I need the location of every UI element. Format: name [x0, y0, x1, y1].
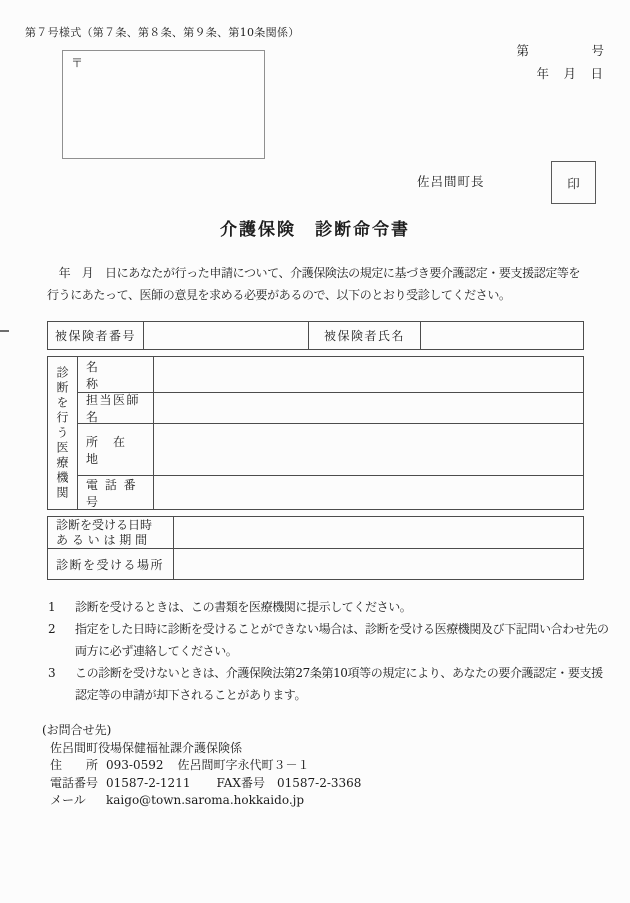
contact-fax: 01587-2-3368	[276, 775, 362, 790]
diagnosis-datetime-label	[48, 517, 174, 549]
diagnosis-place-value	[174, 549, 583, 579]
contact-heading: (お問合せ先)	[42, 723, 112, 737]
note-item-2	[48, 618, 609, 662]
insured-name-value	[421, 322, 583, 349]
postal-mark-icon: 〒	[71, 56, 84, 70]
diagnosis-datetime-label-line2: あ る い は 期 間	[56, 532, 148, 547]
contact-address-label: 住 所	[50, 758, 99, 772]
note-1-number: 1	[48, 600, 56, 614]
institution-side-label: 診断を行う医療機関	[48, 357, 78, 509]
note-3-text-line1: この診断を受けないときは、介護保険法第27条第10項等の規定により、あなたの要介護認定・要支援	[75, 666, 603, 680]
contact-address-line	[50, 757, 361, 775]
date-line: 年 月 日	[536, 66, 604, 81]
intro-line-1: 年 月 日にあなたが行った申請について、介護保険法の規定に基づき要介護認定・要支援認定等を	[47, 266, 581, 280]
contact-tel: 01587-2-1211	[106, 775, 191, 790]
mayor-title: 佐呂間町長	[417, 174, 485, 189]
intro-paragraph	[47, 262, 580, 306]
diagnosis-datetime-label-line1: 診断を受ける日時	[56, 518, 153, 532]
intro-line-2: 行うにあたって、医師の意見を求める必要があるので、以下のとおり受診してください。	[47, 288, 511, 302]
note-3-text-line2: 認定等の申請が却下されることがあります。	[75, 688, 307, 702]
diagnosis-schedule-table	[47, 516, 584, 580]
institution-address-label: 所 在 地	[78, 424, 154, 476]
insured-person-table	[47, 321, 584, 350]
form-number: 第７号様式（第７条、第８条、第９条、第10条関係）	[25, 26, 300, 39]
contact-office: 佐呂間町役場保健福祉課介護保険係	[50, 740, 243, 755]
contact-mail-label: メール	[50, 793, 86, 807]
insured-number-value	[144, 322, 309, 349]
institution-name-value	[154, 357, 583, 393]
contact-address: 佐呂間町字永代町３－１	[177, 758, 310, 772]
note-3-number: 3	[48, 666, 56, 680]
diagnosis-place-label: 診断を受ける場所	[48, 549, 174, 579]
medical-institution-table	[47, 356, 584, 510]
seal-box	[551, 161, 596, 204]
contact-mail-line	[50, 792, 361, 810]
contact-phone-line	[50, 775, 361, 793]
insured-number-label: 被保険者番号	[48, 322, 144, 349]
institution-address-value	[154, 424, 583, 476]
page-title: 介護保険 診断命令書	[220, 220, 410, 240]
note-1-text: 診断を受けるときは、この書類を医療機関に提示してください。	[75, 600, 412, 614]
institution-phone-label: 電 話 番 号	[78, 476, 154, 509]
contact-tel-label: 電話番号	[50, 775, 99, 790]
fold-mark	[0, 330, 9, 332]
insured-name-label: 被保険者氏名	[309, 322, 421, 349]
doctor-name-value	[154, 393, 583, 424]
note-item-3	[48, 662, 609, 706]
diagnosis-datetime-value	[174, 517, 583, 549]
notes-list	[48, 596, 609, 706]
note-2-text-line1: 指定をした日時に診断を受けることができない場合は、診断を受ける医療機関及び下記問い合わせ先の	[75, 622, 609, 636]
contact-block	[42, 722, 361, 810]
note-2-number: 2	[48, 622, 56, 636]
doctor-name-label: 担当医師名	[78, 393, 154, 424]
contact-fax-label: FAX番号	[216, 775, 265, 790]
institution-name-label: 名 称	[78, 357, 154, 393]
seal-label: 印	[567, 175, 580, 191]
institution-phone-value	[154, 476, 583, 509]
recipient-address-box	[62, 50, 265, 159]
note-2-text-line2: 両方に必ず連絡してください。	[75, 644, 238, 658]
document-number-line: 第 号	[516, 43, 604, 58]
contact-mail: kaigo@town.saroma.hokkaido.jp	[106, 793, 305, 807]
contact-postal-code: 093-0592	[106, 758, 164, 772]
note-item-1	[48, 596, 609, 618]
